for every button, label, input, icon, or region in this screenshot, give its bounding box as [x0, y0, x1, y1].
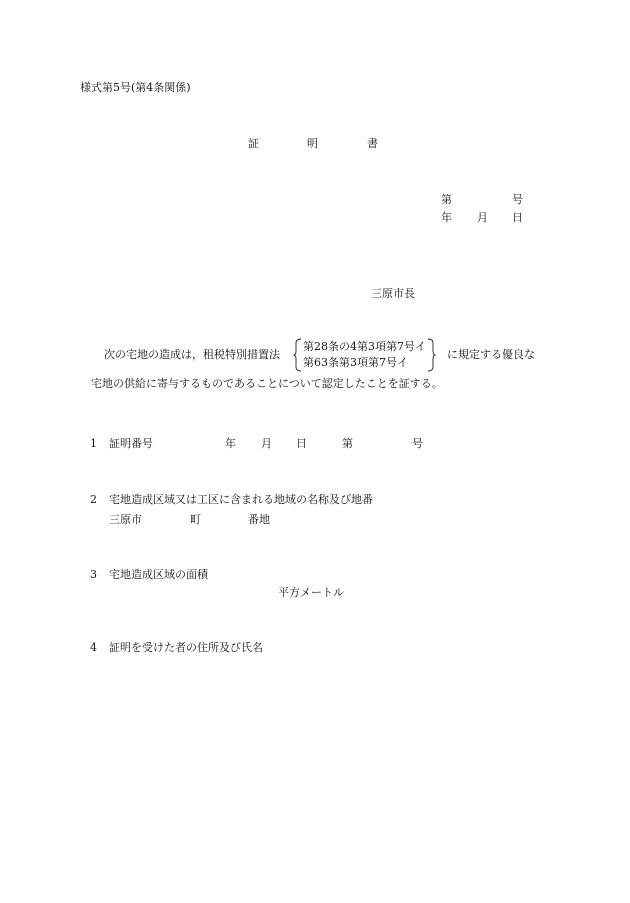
body-text-part-a: 次の宅地の造成は，租税特別措置法: [104, 348, 280, 361]
form-label: 様式第5号(第4条関係): [80, 81, 191, 94]
item-4-number: 4: [90, 641, 97, 654]
item-2-town-label: 町: [190, 513, 201, 526]
document-number-go: 号: [512, 193, 523, 206]
law-article-2: 第63条第3項第7号イ: [303, 356, 408, 369]
item-3-number: 3: [90, 568, 97, 581]
item-1-year-label: 年: [225, 437, 236, 450]
item-1-day-label: 日: [296, 437, 307, 450]
item-2-label: 宅地造成区域又は工区に含まれる地域の名称及び地番: [109, 493, 373, 506]
item-3-area-unit: 平方メートル: [278, 586, 344, 599]
left-brace: [293, 338, 302, 372]
item-1-number-dai: 第: [342, 437, 353, 450]
item-3-label: 宅地造成区域の面積: [109, 568, 208, 581]
title-char-3: 書: [367, 137, 378, 150]
date-day-label: 日: [512, 211, 523, 224]
item-2-number: 2: [90, 493, 97, 506]
item-1-number: 1: [90, 437, 97, 450]
date-year-label: 年: [441, 211, 452, 224]
title-char-2: 明: [307, 137, 318, 150]
item-2-lot-label: 番地: [248, 513, 270, 526]
item-4-label: 証明を受けた者の住所及び氏名: [109, 641, 263, 654]
document-number-dai: 第: [441, 193, 452, 206]
law-article-1: 第28条の4第3項第7号イ: [303, 340, 426, 353]
item-2-city: 三原市: [109, 513, 142, 526]
right-brace: [427, 338, 436, 372]
item-1-number-go: 号: [412, 437, 423, 450]
body-text-part-c: 宅地の供給に寄与するものであることについて認定したことを証する。: [91, 377, 443, 390]
date-month-label: 月: [477, 211, 488, 224]
body-text-part-b: に規定する優良な: [447, 348, 535, 361]
item-1-label: 証明番号: [109, 437, 153, 450]
title-char-1: 証: [248, 137, 259, 150]
item-1-month-label: 月: [261, 437, 272, 450]
issuer-mayor: 三原市長: [371, 287, 415, 300]
